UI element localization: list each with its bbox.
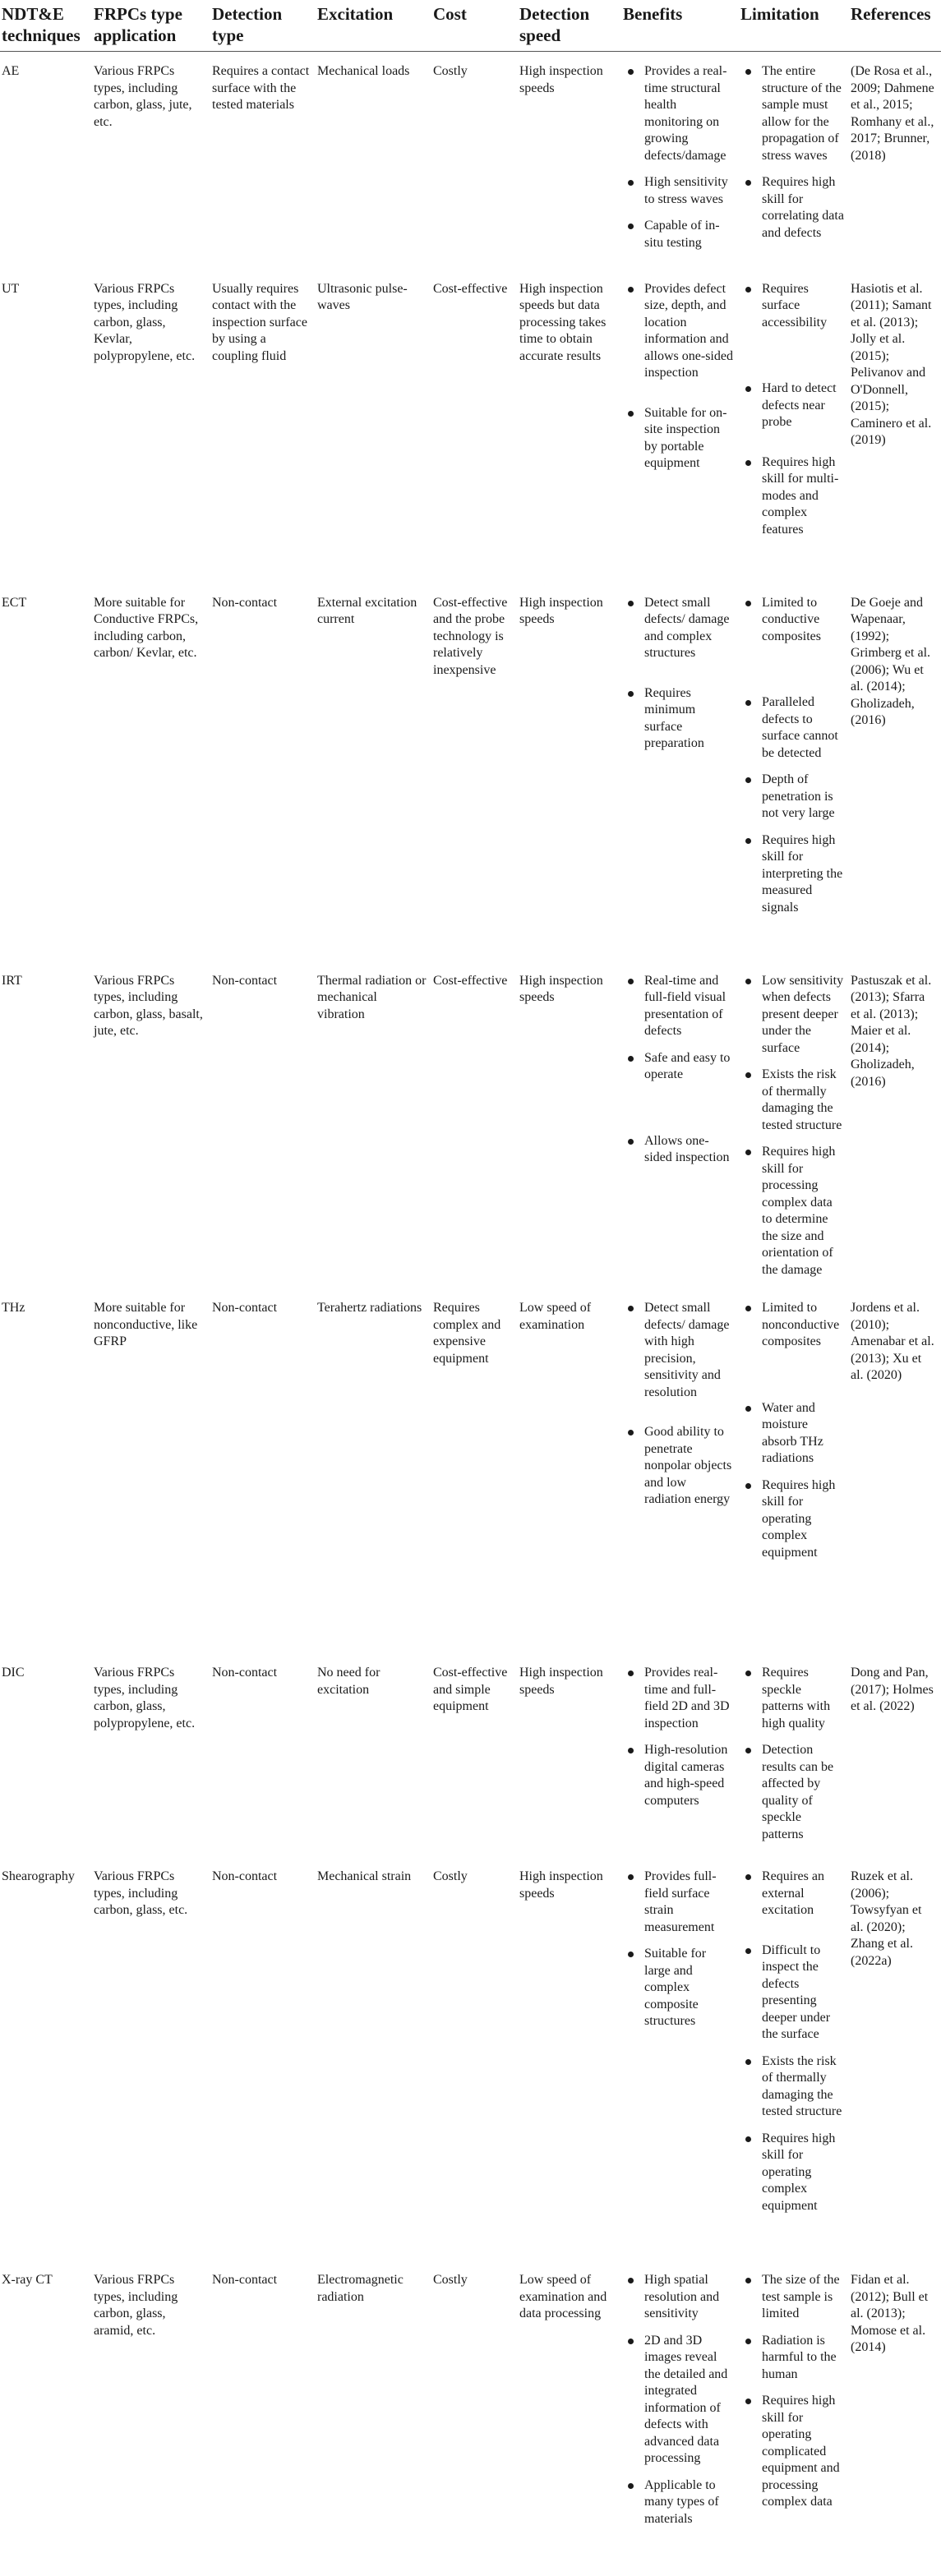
bullet-icon [745, 1874, 751, 1880]
list-item-text: Limited to nonconductive composites [762, 1301, 839, 1348]
bullet-icon [745, 2399, 751, 2404]
cell-speed: High inspection speeds [518, 1653, 621, 1857]
list-item-text: Requires high skill for processing complex data to determine the size and orientation of the damage [762, 1145, 835, 1277]
cell-technique: UT [0, 270, 92, 583]
list-item-text: High-resolution digital cameras and high-speed computers [644, 1743, 727, 1808]
bullet-icon [745, 601, 751, 606]
list-item [623, 63, 734, 164]
header-technique-line: techniques [2, 25, 92, 46]
cell-technique: IRT [0, 961, 92, 1289]
bullet-icon [628, 1306, 634, 1311]
table-header [0, 0, 941, 52]
list-item [740, 772, 844, 823]
table-row [0, 1857, 941, 2260]
cell-application: Various FRPCs types, including carbon, glass, basalt, jute, etc. [92, 961, 210, 1289]
list-item [623, 1300, 734, 1401]
bullet-icon [628, 69, 634, 75]
cell-excitation: Electromagnetic radiation [316, 2260, 431, 2576]
cell-application: Various FRPCs types, including carbon, glass, etc. [92, 1857, 210, 2260]
list-item-text: Requires high skill for interpreting the measured signals [762, 833, 842, 915]
bullet-icon [745, 2278, 751, 2283]
bullet-icon [628, 411, 634, 417]
bullet-icon [628, 1056, 634, 1062]
cell-speed: High inspection speeds [518, 52, 621, 270]
header-excitation-line: Excitation [317, 3, 431, 25]
list-item [623, 973, 734, 1040]
list-item-text: Exists the risk of thermally damaging the tested structure [762, 2054, 842, 2119]
list-item [623, 1665, 734, 1732]
bullet-icon [745, 979, 751, 984]
list-item [623, 1050, 734, 1084]
header-detection-type [210, 0, 316, 52]
list-item-text: Depth of penetration is not very large [762, 772, 835, 820]
cell-benefits-list [623, 595, 734, 753]
table-body [0, 52, 941, 2576]
cell-limitations [739, 270, 849, 583]
list-item-text: Provides real-time and full-field 2D and 3D inspection [644, 1666, 730, 1730]
list-item-text: Low sensitivity when defects present deeper under the surface [762, 974, 843, 1055]
cell-limitations-list [740, 1300, 844, 1561]
cell-benefits [621, 1653, 739, 1857]
list-item-text: Detect small defects/ damage with high precision, sensitivity and resolution [644, 1301, 730, 1399]
cell-limitations-list [740, 1869, 844, 2214]
list-item [623, 1742, 734, 1809]
cell-benefits-list [623, 1300, 734, 1509]
bullet-icon [745, 1306, 751, 1311]
cell-references: Jordens et al. (2010); Amenabar et al. (2013); Xu et al. (2020) [849, 1288, 941, 1653]
list-item [623, 1133, 734, 1167]
cell-application: Various FRPCs types, including carbon, glass, Kevlar, polypropylene, etc. [92, 270, 210, 583]
list-item-text: Safe and easy to operate [644, 1051, 730, 1082]
cell-limitations-list [740, 63, 844, 242]
list-item [623, 218, 734, 251]
list-item-text: Difficult to inspect the defects presenting deeper under the surface [762, 1943, 830, 2042]
bullet-icon [628, 2483, 634, 2489]
bullet-icon [745, 2339, 751, 2344]
bullet-icon [745, 700, 751, 706]
cell-limitations [739, 1857, 849, 2260]
bullet-icon [745, 386, 751, 392]
cell-benefits-list [623, 1869, 734, 2030]
header-speed-line: Detection [519, 3, 621, 25]
cell-application: More suitable for nonconductive, like GFRP [92, 1288, 210, 1653]
list-item [623, 1946, 734, 2030]
bullet-icon [628, 180, 634, 186]
list-item [740, 2131, 844, 2215]
bullet-icon [628, 1952, 634, 1957]
list-item [740, 63, 844, 164]
header-references-line: References [851, 3, 941, 25]
table-row [0, 1653, 941, 1857]
list-item [740, 1067, 844, 1134]
list-item-text: Requires high skill for multi-modes and complex features [762, 455, 838, 537]
list-item-text: The entire structure of the sample must allow for the propagation of stress waves [762, 64, 842, 163]
cell-application: Various FRPCs types, including carbon, glass, polypropylene, etc. [92, 1653, 210, 1857]
list-item-text: Requires high skill for operating complex equipment [762, 2131, 835, 2213]
header-cost [431, 0, 518, 52]
bullet-icon [745, 460, 751, 466]
list-item [623, 2272, 734, 2323]
list-item-text: Requires speckle patterns with high quality [762, 1666, 830, 1730]
cell-cost: Costly [431, 1857, 518, 2260]
list-item [740, 2272, 844, 2323]
list-item-text: Suitable for on-site inspection by portable equipment [644, 406, 727, 471]
cell-limitations-list [740, 1665, 844, 1843]
cell-benefits [621, 52, 739, 270]
bullet-icon [745, 1748, 751, 1753]
cell-detection-type: Non-contact [210, 1288, 316, 1653]
list-item-text: Paralleled defects to surface cannot be detected [762, 695, 838, 760]
bullet-icon [628, 691, 634, 697]
cell-excitation: External excitation current [316, 583, 431, 961]
header-references [849, 0, 941, 52]
header-excitation [316, 0, 431, 52]
cell-benefits-list [623, 1665, 734, 1809]
cell-references: (De Rosa et al., 2009; Dahmene et al., 2015; Romhany et al., 2017; Brunner, (2018) [849, 52, 941, 270]
cell-limitations-list [740, 2272, 844, 2511]
cell-detection-type: Non-contact [210, 2260, 316, 2576]
bullet-icon [745, 2136, 751, 2142]
list-item [740, 281, 844, 332]
list-item [623, 1869, 734, 1936]
list-item-text: Provides a real-time structural health monitoring on growing defects/damage [644, 64, 727, 163]
bullet-icon [745, 180, 751, 186]
cell-excitation: Mechanical loads [316, 52, 431, 270]
header-benefits-line: Benefits [623, 3, 739, 25]
list-item-text: Provides full-field surface strain measurement [644, 1869, 717, 1934]
list-item [623, 281, 734, 382]
list-item-text: Requires high skill for correlating data and defects [762, 175, 844, 240]
header-application-line: FRPCs type [94, 3, 210, 25]
list-item-text: High sensitivity to stress waves [644, 175, 728, 206]
cell-limitations-list [740, 595, 844, 917]
list-item-text: Radiation is harmful to the human [762, 2334, 837, 2381]
cell-benefits [621, 1288, 739, 1653]
cell-technique: Shearography [0, 1857, 92, 2260]
bullet-icon [745, 1670, 751, 1676]
bullet-icon [745, 2059, 751, 2065]
bullet-icon [745, 777, 751, 783]
header-cost-line: Cost [433, 3, 518, 25]
bullet-icon [628, 601, 634, 606]
cell-references: Ruzek et al. (2006); Towsyfyan et al. (2020); Zhang et al. (2022a) [849, 1857, 941, 2260]
cell-benefits [621, 961, 739, 1289]
list-item [740, 832, 844, 917]
bullet-icon [745, 838, 751, 844]
bullet-icon [628, 1748, 634, 1753]
list-item [740, 1665, 844, 1732]
cell-excitation: Mechanical strain [316, 1857, 431, 2260]
list-item-text: Hard to detect defects near probe [762, 381, 837, 429]
list-item [740, 694, 844, 762]
header-benefits [621, 0, 739, 52]
cell-application: More suitable for Conductive FRPCs, including carbon, carbon/ Kevlar, etc. [92, 583, 210, 961]
bullet-icon [745, 1406, 751, 1412]
header-row [0, 0, 941, 52]
cell-speed: High inspection speeds but data processing takes time to obtain accurate results [518, 270, 621, 583]
list-item [623, 1424, 734, 1509]
list-item [623, 2333, 734, 2468]
cell-technique: AE [0, 52, 92, 270]
header-speed-line: speed [519, 25, 621, 46]
list-item-text: Exists the risk of thermally damaging the tested structure [762, 1067, 842, 1132]
list-item [740, 1144, 844, 1279]
list-item-text: The size of the test sample is limited [762, 2273, 840, 2320]
cell-benefits [621, 270, 739, 583]
list-item-text: Requires high skill for operating complicated equipment and processing complex data [762, 2394, 840, 2509]
cell-limitations [739, 961, 849, 1289]
cell-cost: Costly [431, 2260, 518, 2576]
header-speed [518, 0, 621, 52]
list-item [740, 595, 844, 646]
cell-speed: Low speed of examination and data processing [518, 2260, 621, 2576]
list-item [740, 1300, 844, 1351]
table-row [0, 961, 941, 1289]
cell-speed: High inspection speeds [518, 961, 621, 1289]
list-item [740, 1400, 844, 1468]
table-row [0, 583, 941, 961]
cell-cost: Cost-effective [431, 961, 518, 1289]
cell-references: Fidan et al. (2012); Bull et al. (2013); Momose et al. (2014) [849, 2260, 941, 2576]
list-item-text: Capable of in-situ testing [644, 219, 720, 250]
cell-detection-type: Non-contact [210, 961, 316, 1289]
header-limitation-line: Limitation [740, 3, 849, 25]
bullet-icon [745, 69, 751, 75]
list-item-text: Applicable to many types of materials [644, 2478, 719, 2526]
header-application [92, 0, 210, 52]
list-item [623, 405, 734, 472]
bullet-icon [628, 1139, 634, 1145]
list-item [740, 380, 844, 431]
list-item-text: Water and moisture absorb THz radiations [762, 1401, 823, 1466]
cell-excitation: Ultrasonic pulse-waves [316, 270, 431, 583]
cell-limitations [739, 52, 849, 270]
cell-cost: Cost-effective and simple equipment [431, 1653, 518, 1857]
list-item [623, 595, 734, 662]
list-item-text: Good ability to penetrate nonpolar objects and low radiation energy [644, 1425, 731, 1506]
cell-limitations [739, 583, 849, 961]
cell-cost: Costly [431, 52, 518, 270]
cell-detection-type: Non-contact [210, 1653, 316, 1857]
list-item [740, 454, 844, 539]
bullet-icon [628, 1670, 634, 1676]
list-item [623, 2477, 734, 2528]
list-item [740, 174, 844, 242]
cell-application: Various FRPCs types, including carbon, glass, aramid, etc. [92, 2260, 210, 2576]
cell-references: Hasiotis et al. (2011); Samant et al. (2013); Jolly et al. (2015); Pelivanov and O'Donnell, (2015); Caminero et al. (2019) [849, 270, 941, 583]
cell-technique: DIC [0, 1653, 92, 1857]
cell-detection-type: Requires a contact surface with the tested materials [210, 52, 316, 270]
list-item-text: Requires surface accessibility [762, 282, 827, 329]
cell-benefits [621, 1857, 739, 2260]
list-item-text: 2D and 3D images reveal the detailed and integrated information of defects with advanced data processing [644, 2334, 727, 2466]
list-item-text: Suitable for large and complex composite structures [644, 1947, 706, 2028]
list-item [623, 685, 734, 753]
cell-detection-type: Non-contact [210, 583, 316, 961]
cell-references: Dong and Pan, (2017); Holmes et al. (2022) [849, 1653, 941, 1857]
list-item [740, 1869, 844, 1919]
cell-benefits [621, 2260, 739, 2576]
cell-technique: X-ray CT [0, 2260, 92, 2576]
bullet-icon [628, 287, 634, 293]
table-row [0, 270, 941, 583]
cell-references: De Goeje and Wapenaar, (1992); Grimberg et al. (2006); Wu et al. (2014); Gholizadeh, (2016) [849, 583, 941, 961]
cell-application: Various FRPCs types, including carbon, glass, jute, etc. [92, 52, 210, 270]
header-technique-line: NDT&E [2, 3, 92, 25]
list-item [740, 1742, 844, 1843]
list-item [740, 1942, 844, 2044]
cell-limitations [739, 1653, 849, 1857]
cell-benefits [621, 583, 739, 961]
list-item [740, 2053, 844, 2121]
cell-detection-type: Non-contact [210, 1857, 316, 2260]
table-row [0, 52, 941, 270]
list-item-text: Provides defect size, depth, and location information and allows one-sided inspection [644, 282, 733, 380]
cell-limitations-list [740, 281, 844, 539]
header-detection-type-line: type [212, 25, 316, 46]
list-item-text: Requires high skill for operating complex equipment [762, 1478, 835, 1560]
list-item [740, 973, 844, 1058]
cell-excitation: No need for excitation [316, 1653, 431, 1857]
list-item [623, 174, 734, 208]
cell-limitations-list [740, 973, 844, 1279]
cell-limitations [739, 1288, 849, 1653]
cell-cost: Requires complex and expensive equipment [431, 1288, 518, 1653]
cell-benefits-list [623, 2272, 734, 2528]
bullet-icon [745, 1483, 751, 1489]
cell-speed: High inspection speeds [518, 1857, 621, 2260]
list-item [740, 1477, 844, 1562]
bullet-icon [628, 223, 634, 229]
header-limitation [739, 0, 849, 52]
cell-cost: Cost-effective [431, 270, 518, 583]
list-item-text: High spatial resolution and sensitivity [644, 2273, 719, 2320]
list-item-text: Requires an external excitation [762, 1869, 824, 1917]
list-item-text: Real-time and full-field visual presentation of defects [644, 974, 726, 1039]
cell-excitation: Terahertz radiations [316, 1288, 431, 1653]
cell-references: Pastuszak et al. (2013); Sfarra et al. (2013); Maier et al. (2014); Gholizadeh, (2016) [849, 961, 941, 1289]
list-item [740, 2393, 844, 2511]
cell-benefits-list [623, 63, 734, 251]
bullet-icon [628, 2339, 634, 2344]
cell-speed: Low speed of examination [518, 1288, 621, 1653]
cell-technique: THz [0, 1288, 92, 1653]
bullet-icon [628, 1874, 634, 1880]
list-item [740, 2333, 844, 2384]
cell-benefits-list [623, 973, 734, 1167]
cell-technique: ECT [0, 583, 92, 961]
bullet-icon [628, 1430, 634, 1435]
header-detection-type-line: Detection [212, 3, 316, 25]
bullet-icon [745, 1948, 751, 1954]
table-row [0, 1288, 941, 1653]
bullet-icon [628, 2278, 634, 2283]
bullet-icon [628, 979, 634, 984]
list-item-text: Requires minimum surface preparation [644, 686, 704, 751]
cell-benefits-list [623, 281, 734, 472]
table-row [0, 2260, 941, 2576]
bullet-icon [745, 287, 751, 293]
cell-speed: High inspection speeds [518, 583, 621, 961]
header-application-line: application [94, 25, 210, 46]
list-item-text: Detection results can be affected by quality of speckle patterns [762, 1743, 833, 1841]
list-item-text: Limited to conductive composites [762, 596, 821, 643]
list-item-text: Detect small defects/ damage and complex structures [644, 596, 730, 661]
cell-detection-type: Usually requires contact with the inspection surface by using a coupling fluid [210, 270, 316, 583]
header-technique [0, 0, 92, 52]
cell-limitations [739, 2260, 849, 2576]
list-item-text: Allows one-sided inspection [644, 1134, 730, 1165]
bullet-icon [745, 1150, 751, 1155]
cell-excitation: Thermal radiation or mechanical vibration [316, 961, 431, 1289]
cell-cost: Cost-effective and the probe technology is relatively inexpensive [431, 583, 518, 961]
bullet-icon [745, 1072, 751, 1078]
